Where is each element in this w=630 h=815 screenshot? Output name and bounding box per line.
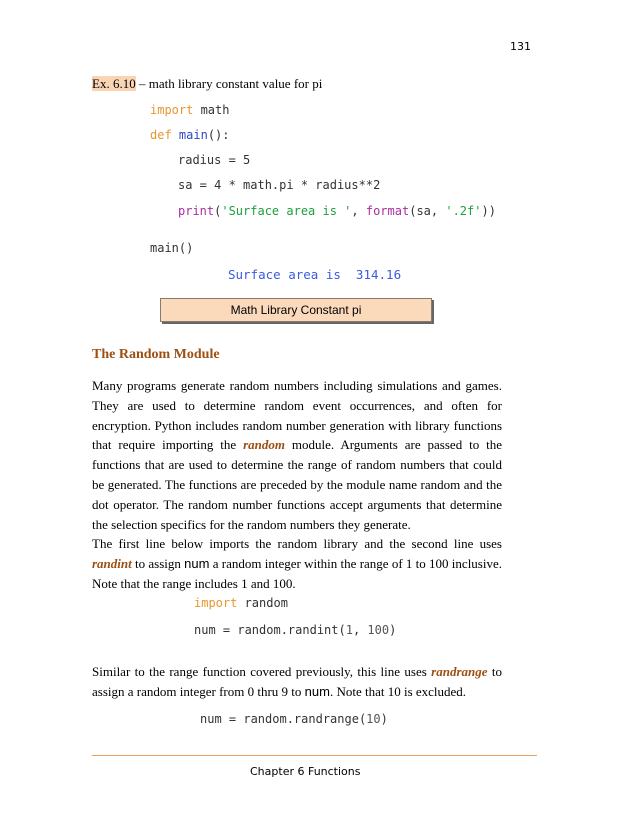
- code-line-def: def main():: [150, 128, 230, 142]
- example-label: Ex. 6.10: [92, 76, 136, 91]
- code-line-main-call: main(): [150, 241, 194, 255]
- code-line-print: print('Surface area is ', format(sa, '.2f')): [178, 204, 496, 218]
- code-line-import: import math: [150, 103, 230, 117]
- figure-caption: Math Library Constant pi: [160, 298, 432, 322]
- example-description: – math library constant value for pi: [135, 76, 323, 91]
- paragraph-randrange: Similar to the range function covered previously, this line uses randrange to assign a random integer from 0 thru 9 to num. Note that 10 is excluded.: [92, 664, 502, 699]
- paragraph-randint: The first line below imports the random library and the second line uses randint to assign num a random integer within the range of 1 to 100 inclusive. Note that the range includes 1 and 100.: [92, 536, 502, 591]
- paragraph-random-intro: Many programs generate random numbers including simulations and games. They are used to determine random event occurrences, and often for encryption. Python includes random number generation with library functions that require importing the random module. Arguments are passed to the functions that are used to determine the range of random numbers that could be generated. The functions are preceded by the module name random and the dot operator. The random number functions accept arguments that determine the selection specifics for the random numbers they generate.: [92, 378, 502, 532]
- example-title: [92, 76, 322, 92]
- code-line-radius: radius = 5: [178, 153, 251, 167]
- code-line-randrange: num = random.randrange(10): [200, 712, 388, 726]
- footer-chapter: Chapter 6 Functions: [250, 765, 361, 778]
- program-output: Surface area is 314.16: [228, 267, 402, 282]
- section-heading: The Random Module: [92, 347, 220, 362]
- page-number: 131: [510, 40, 531, 53]
- code-line-sa: sa = 4 * math.pi * radius**2: [178, 178, 381, 192]
- code-line-import-random: import random: [194, 596, 288, 610]
- footer-rule: [92, 755, 537, 756]
- code-line-randint: num = random.randint(1, 100): [194, 623, 397, 637]
